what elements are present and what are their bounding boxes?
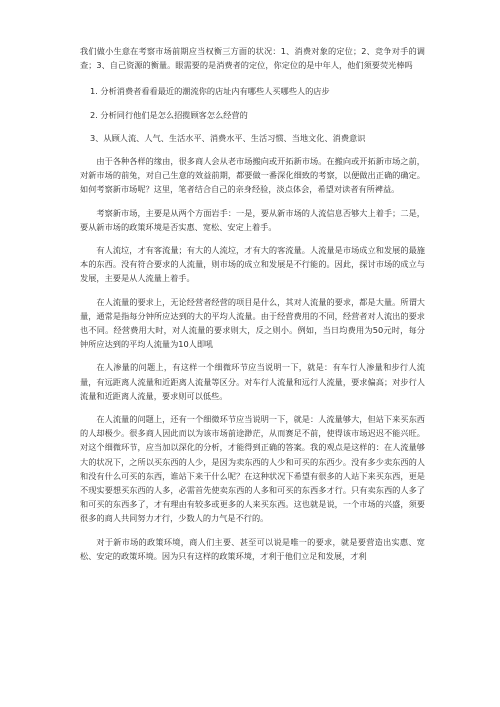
paragraph-6: 在人流量的问题上，还有一个细微环节应当说明一下，就是：人流量够大，但站下来买东西的人却极少。很多商人因此而以为该市场前途渺茫，从而赛足不前，使得该市场迟迟不能兴旺。对这个细微环节，应当加以深化的分析，才能得到正确的答案。我的观点是这样的：在人流量够大的状况下，之所以买东西的人少，是因为卖东西的人少和可买的东西少。没有多少卖东西的人和没有什么可买的东西，谁站下来干什么呢？在这种状况下希望有很多的人站下来买东西，更是不现实要想买东西的人多，必需首先使卖东西的人多和可买的东西多才行。只有卖东西的人多了和可买的东西多了，才有理由有较多或更多的人来买东西。这也就是说，一个市场的兴盛，须要很多的商人共同努力才行，少数人的力气是不行的。: [80, 414, 425, 524]
paragraph-2: 考察新市场，主要是从两个方面岩手：一是，要从新市场的人流信息否够大上着手；二是，要从新市场的政策环境是否实惠、宽松、安定上着手。: [80, 207, 425, 232]
list-item-1: 1. 分析消费者看看最近的潮流你的店址内有哪些人买哪些人的店步: [90, 86, 330, 97]
paragraph-1: 由于各种各样的缘由，很多商人会从老市场搬向或开拓新市场。在搬向或开拓新市场之前，对新市场的前兔，对自己生意的效益前期，都要做一番深化细致的考察，以便做出正确的确定。如何考察新市场呢？这里，笔者结合自己的亲身经验，淡点体会，希望对读者有所裨益。: [80, 156, 425, 195]
paragraph-4: 在人流量的要求上，无论经营者经营的项目是什么，其对人流量的要求，都是大量。所谓大量，通常是指每分钟所应达到的大的平均人流量。由于经营费用的不同，经营者对人流出的要求也不同。经营费用大时，对人流量的要求则大，反之则小。例如，当日均费用为50元时，每分钟所应达到的平均人流量为10人即吼: [80, 296, 425, 350]
paragraph-3: 有人流垃，才有客流量；有大的人流垃，才有大的客流量。人流量是市场成立和发展的最施本的东西。没有符合要求的人流量，则市场的成立和发展是不行能的。因此，探讨市场的成立与发展，主要是从人流量上着手。: [80, 245, 425, 284]
list-item-3: 3、从顾人流、人气、生活水平、消费水平、生活习惯、当地文化、消费意识: [90, 132, 366, 143]
paragraph-5: 在人渗量的问题上，有这样一个细微环节应当说明一下，就是：有车行人渗量和步行人流量，有远距离人流量和近距离人流量等区分。对车行人流量和远行人流量，要求偏高；对步行人流量和近距离人流量，要求则可以低些。: [80, 362, 425, 401]
paragraph-7: 对于新市场的政策环境，商人们主要、甚至可以说是唯一的要求，就是要营造出实惠、宽松、安定的政策环境。因为只有这样的政策环境，才利于他们立足和发展，才利: [80, 536, 425, 561]
intro-paragraph: 我们做小生意在考察市场前期应当权衡三方面的状况：1、消费对象的定位；2、竞争对手的调查；3、自己资源的衡量。眼需要的是消费者的定位，你定位的是中年人，他们须要荧光棒吗: [80, 46, 425, 71]
list-item-2: 2. 分析同行他们是怎么招揽顾客怎么经营的: [90, 109, 248, 120]
document-page: [80, 44, 425, 563]
